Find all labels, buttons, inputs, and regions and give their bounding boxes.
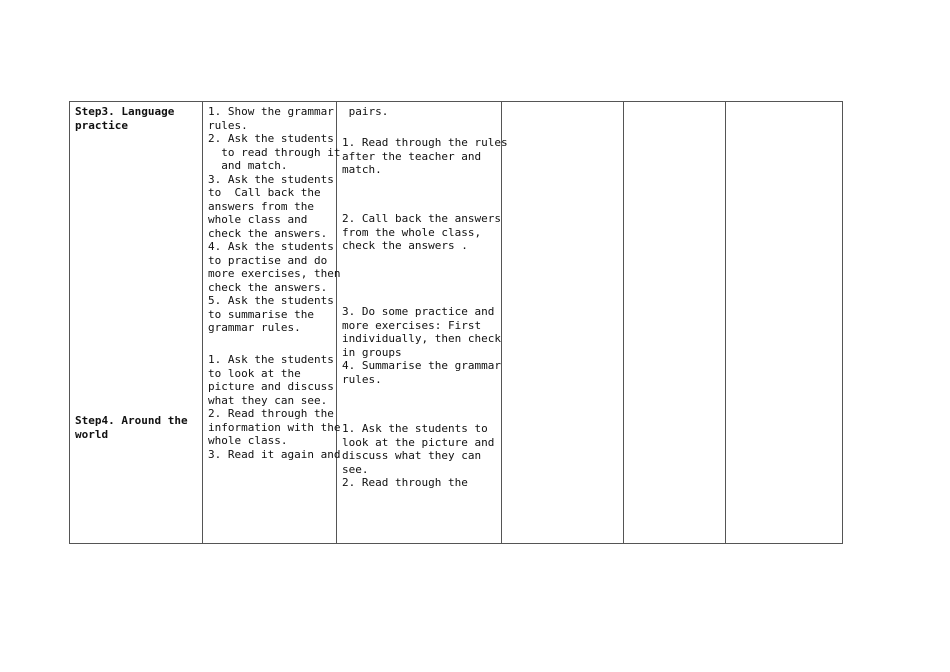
- teacher-activity-step3: 1. Show the grammar rules. 2. Ask the students to read through it and match. 3. Ask the students to Call back the answers from the whole class and check the answers. 4. Ask the students to practise and do more exercises, then check the answers. 5. Ask the students to summarise the grammar rules.: [208, 105, 341, 334]
- column-student-activity: [337, 102, 508, 543]
- student-activity-1: 1. Read through the rules after the teacher and match.: [342, 136, 508, 176]
- column-step: [70, 102, 203, 543]
- column-empty-4: [502, 102, 624, 543]
- step4-heading: Step4. Around the world: [75, 414, 188, 441]
- student-activity-pairs: pairs.: [342, 105, 389, 118]
- student-activity-step4: 1. Ask the students to look at the picture and discuss what they can see. 2. Read through the: [342, 422, 495, 489]
- student-activity-3: 3. Do some practice and more exercises: First individually, then check in groups 4. Summarise the grammar rules.: [342, 305, 501, 386]
- column-teacher-activity: [203, 102, 341, 543]
- teacher-activity-step4: 1. Ask the students to look at the picture and discuss what they can see. 2. Read through the information with the whole class. 3. Read it again and: [208, 353, 341, 461]
- step3-heading: Step3. Language practice: [75, 105, 175, 132]
- lesson-plan-table: [69, 101, 843, 544]
- column-empty-6: [726, 102, 844, 543]
- column-empty-5: [624, 102, 726, 543]
- student-activity-2: 2. Call back the answers from the whole class, check the answers .: [342, 212, 501, 252]
